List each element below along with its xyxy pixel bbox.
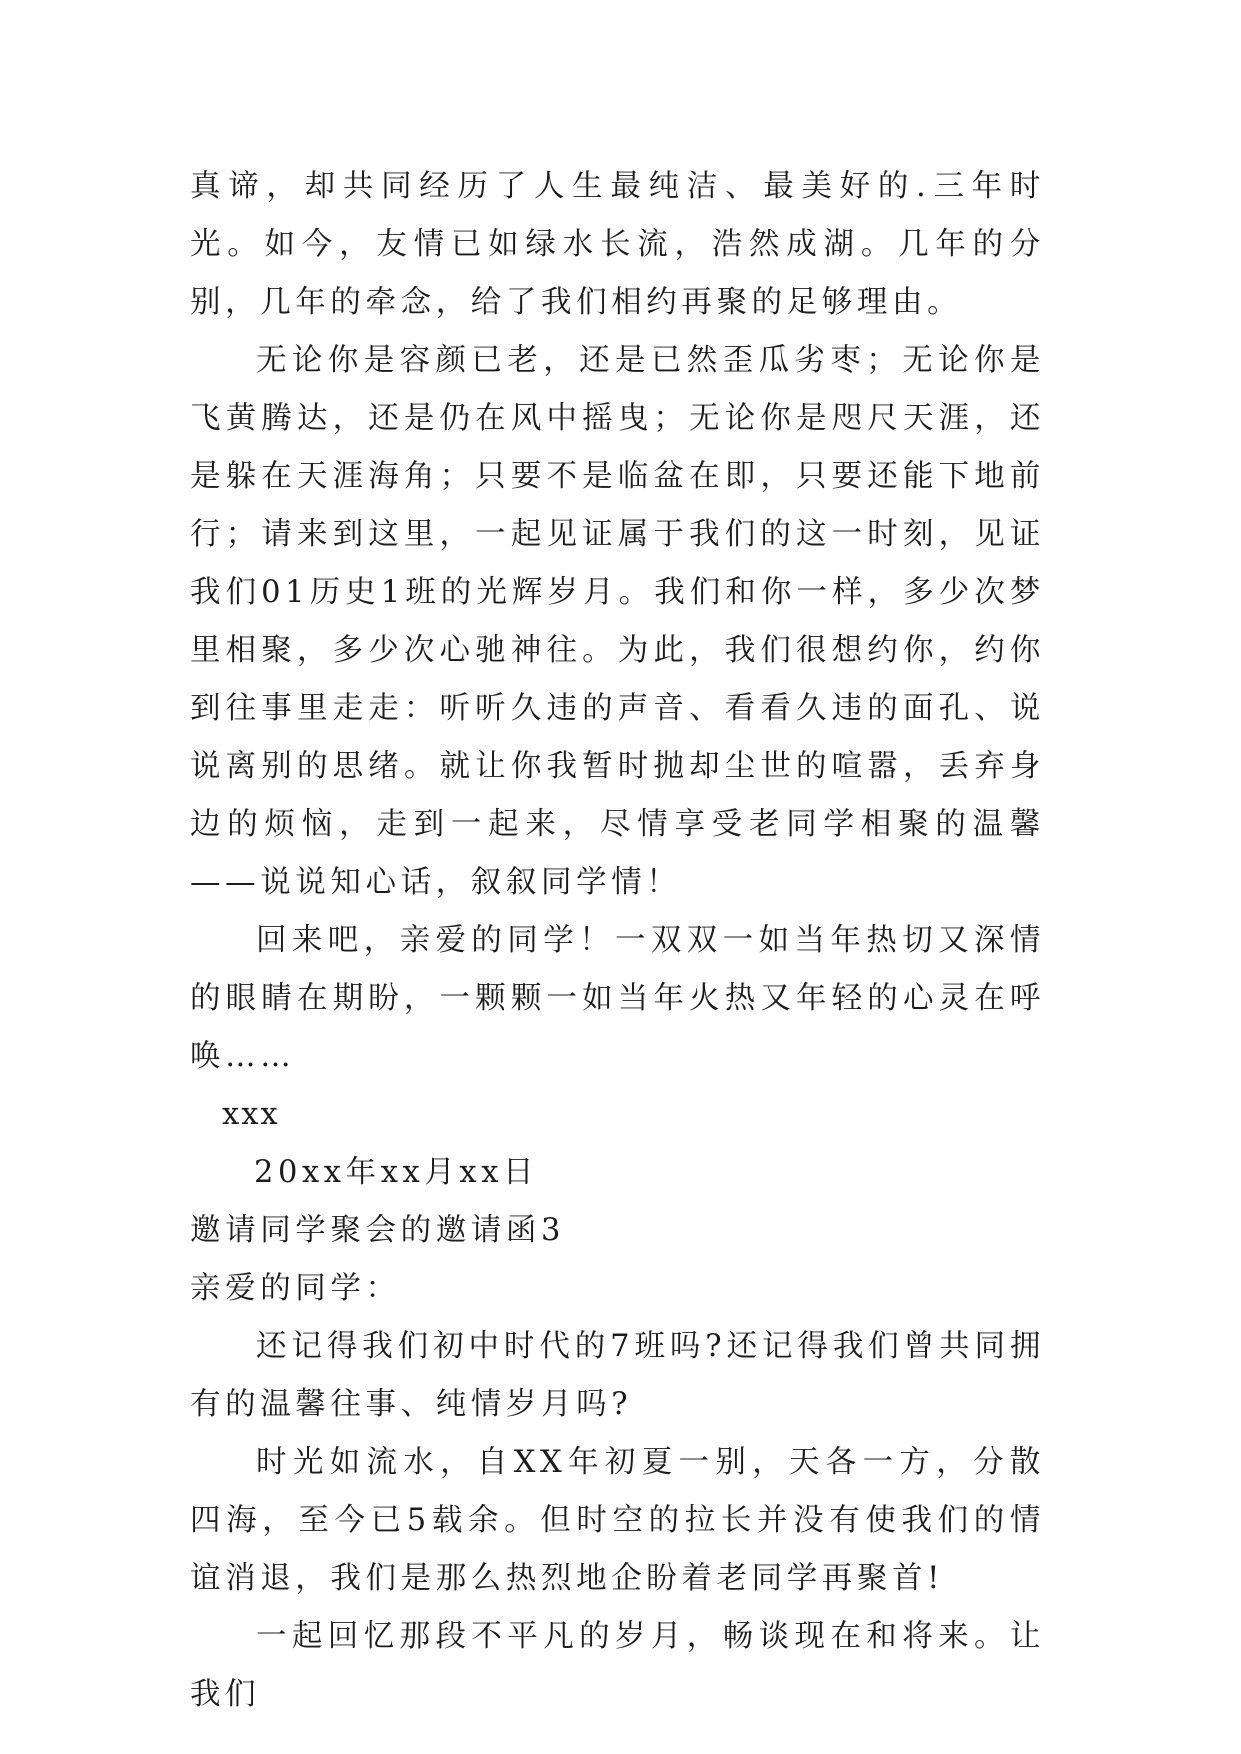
paragraph-recall-years: 一起回忆那段不平凡的岁月，畅谈现在和将来。让我们	[190, 1619, 1045, 1712]
paragraph-remember-class: 还记得我们初中时代的7班吗?还记得我们曾共同拥有的温馨往事、纯情岁月吗?	[190, 1329, 1045, 1422]
document-body	[190, 158, 1045, 1724]
invitation-heading: 邀请同学聚会的邀请函3	[190, 1213, 566, 1248]
date-line: 20xx年xx月xx日	[254, 1155, 539, 1190]
paragraph-whoever-you-are: 无论你是容颜已老，还是已然歪瓜劣枣；无论你是飞黄腾达，还是仍在风中摇曳；无论你是咫尺天涯，还是躲在天涯海角；只要不是临盆在即，只要还能下地前行；请来到这里，一起见证属于我们的这一时刻，见证我们01历史1班的光辉岁月。我们和你一样，多少次梦里相聚，多少次心驰神往。为此，我们很想约你，约你到往事里走走：听听久违的声音、看看久违的面孔、说说离别的思绪。就让你我暂时抛却尘世的喧嚣，丢弃身边的烦恼，走到一起来，尽情享受老同学相聚的温馨——说说知心话，叙叙同学情！	[190, 343, 1045, 900]
paragraph-come-back: 回来吧，亲爱的同学！一双双一如当年热切又深情的眼睛在期盼，一颗颗一如当年火热又年轻的心灵在呼唤……	[190, 923, 1045, 1074]
salutation: 亲爱的同学：	[190, 1271, 401, 1306]
paragraph-time-flows: 时光如流水，自XX年初夏一别，天各一方，分散四海，至今已5载余。但时空的拉长并没有使我们的情谊消退，我们是那么热烈地企盼着老同学再聚首!	[190, 1445, 1045, 1596]
signature: xxx	[222, 1097, 280, 1132]
paragraph-continued: 真谛，却共同经历了人生最纯洁、最美好的.三年时光。如今，友情已如绿水长流，浩然成湖。几年的分别，几年的牵念，给了我们相约再聚的足够理由。	[190, 169, 1045, 320]
